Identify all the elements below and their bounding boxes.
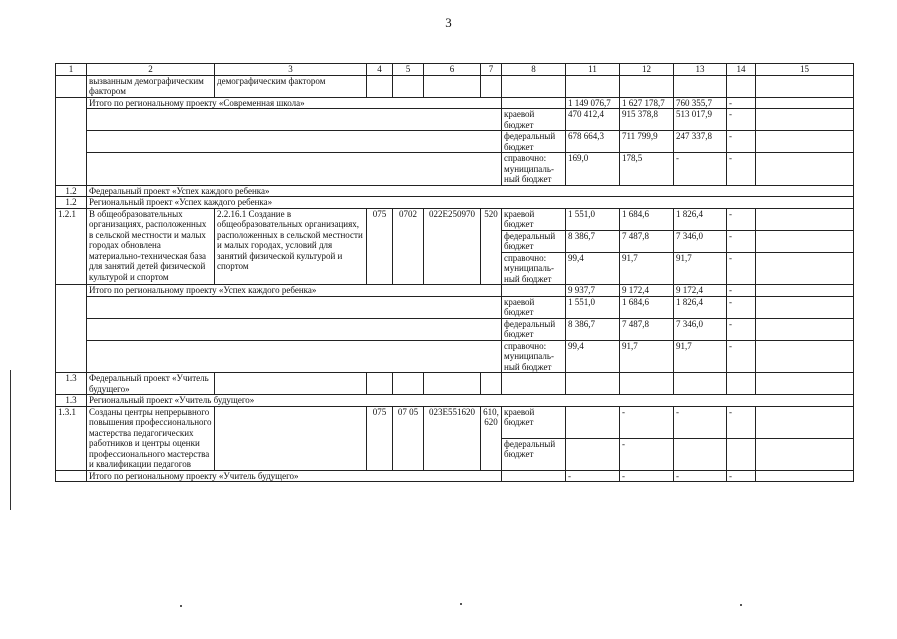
project-title: Региональный проект «Успех каждого ребенка» <box>87 197 854 209</box>
table-cell: - <box>727 97 756 109</box>
row-number: 1.2 <box>56 197 87 209</box>
table-cell: 678 664,3 <box>566 131 620 153</box>
table-cell: 1.3.1 <box>56 406 87 470</box>
table-cell: вызванным демографическим фактором <box>87 75 215 97</box>
table-cell <box>566 438 620 470</box>
table-cell: 1 684,6 <box>620 208 674 230</box>
row-number <box>56 470 87 482</box>
table-cell: - <box>674 470 727 482</box>
table-cell: - <box>620 406 674 438</box>
table-cell <box>56 75 87 97</box>
page-number: 3 <box>445 15 452 30</box>
table-cell: 1 627 178,7 <box>620 97 674 109</box>
total-row <box>56 340 854 373</box>
column-header: 8 <box>502 64 566 76</box>
table-cell: - <box>727 109 756 131</box>
table-cell: 99,4 <box>566 252 620 285</box>
table-cell: - <box>727 230 756 252</box>
table-cell: - <box>674 406 727 438</box>
table-cell: - <box>727 285 756 297</box>
column-header: 3 <box>215 64 367 76</box>
table-cell <box>502 470 566 482</box>
table-cell <box>502 75 566 97</box>
table-cell <box>756 318 854 340</box>
table-cell: федеральный бюджет <box>502 230 566 252</box>
table-cell <box>727 373 756 395</box>
table-cell: - <box>727 153 756 186</box>
table-cell <box>756 208 854 230</box>
table-cell: 7 487,8 <box>620 318 674 340</box>
total-label: Итого по региональному проекту «Учитель будущего» <box>87 470 502 482</box>
table-cell: федеральный бюджет <box>502 438 566 470</box>
table-cell: - <box>727 340 756 373</box>
table-cell: 1 149 076,7 <box>566 97 620 109</box>
table-row <box>56 373 854 395</box>
table-cell: 8 386,7 <box>566 318 620 340</box>
table-cell <box>566 406 620 438</box>
table-cell: 915 378,8 <box>620 109 674 131</box>
table-cell: - <box>727 208 756 230</box>
scan-dot <box>740 604 742 606</box>
table-cell <box>481 75 502 97</box>
row-number: 1.3 <box>56 395 87 407</box>
table-cell <box>756 153 854 186</box>
table-cell: 7 487,8 <box>620 230 674 252</box>
table-cell <box>756 252 854 285</box>
project-header-row <box>56 197 854 209</box>
table-cell <box>566 373 620 395</box>
table-cell: 07 05 <box>393 406 424 470</box>
blank-cell <box>87 131 502 153</box>
table-cell: 022E250970 <box>424 208 481 285</box>
total-label: Итого по региональному проекту «Успех каждого ребенка» <box>87 285 502 297</box>
blank-cell <box>87 296 502 318</box>
table-cell: 1 826,4 <box>674 208 727 230</box>
table-cell: - <box>674 153 727 186</box>
table-cell: 470 412,4 <box>566 109 620 131</box>
table-cell: 760 355,7 <box>674 97 727 109</box>
table-cell <box>756 230 854 252</box>
table-cell <box>756 470 854 482</box>
column-header: 4 <box>367 64 393 76</box>
table-cell: Созданы центры непрерывного повышения профессионального мастерства педагогических работников и центры оценки профессионального мастерства и квалификации педагогов <box>87 406 215 470</box>
project-header-row <box>56 185 854 197</box>
table-cell: 610, 620 <box>481 406 502 470</box>
table-cell <box>756 109 854 131</box>
table-cell: 1 826,4 <box>674 296 727 318</box>
item-row <box>56 208 854 230</box>
table-cell <box>393 373 424 395</box>
total-row <box>56 285 854 297</box>
table-cell: 9 937,7 <box>566 285 620 297</box>
total-row <box>56 97 854 109</box>
table-cell: 023E551620 <box>424 406 481 470</box>
table-cell <box>424 373 481 395</box>
column-header: 15 <box>756 64 854 76</box>
row-number <box>56 97 87 185</box>
table-cell: 178,5 <box>620 153 674 186</box>
table-cell: - <box>566 470 620 482</box>
table-cell <box>502 373 566 395</box>
table-cell <box>674 438 727 470</box>
table-cell: 9 172,4 <box>674 285 727 297</box>
blank-cell <box>87 318 502 340</box>
table-cell: 247 337,8 <box>674 131 727 153</box>
row-number: 1.2 <box>56 185 87 197</box>
table-cell <box>393 75 424 97</box>
table-cell: - <box>727 252 756 285</box>
table-cell: Федеральный проект «Учитель будущего» <box>87 373 215 395</box>
column-header: 12 <box>620 64 674 76</box>
table-cell: 91,7 <box>674 252 727 285</box>
table-cell <box>566 75 620 97</box>
table-cell: 1 551,0 <box>566 208 620 230</box>
table-cell: 7 346,0 <box>674 318 727 340</box>
scan-edge-mark <box>10 370 11 510</box>
table-cell: - <box>727 470 756 482</box>
table-cell: 1 684,6 <box>620 296 674 318</box>
table-cell <box>674 373 727 395</box>
table-cell <box>756 75 854 97</box>
table-cell <box>756 406 854 438</box>
table-cell: 711 799,9 <box>620 131 674 153</box>
table-cell: федеральный бюджет <box>502 131 566 153</box>
table-cell <box>756 340 854 373</box>
total-label: Итого по региональному проекту «Современная школа» <box>87 97 502 109</box>
scan-dot <box>180 605 182 607</box>
table-cell: краевой бюджет <box>502 208 566 230</box>
column-header: 11 <box>566 64 620 76</box>
table-cell: 1.2.1 <box>56 208 87 285</box>
table-cell: 7 346,0 <box>674 230 727 252</box>
table-cell <box>215 406 367 470</box>
table-cell <box>756 296 854 318</box>
table-cell <box>620 373 674 395</box>
table-cell <box>367 373 393 395</box>
table-cell <box>674 75 727 97</box>
blank-cell <box>87 109 502 131</box>
table-cell <box>502 97 566 109</box>
table-cell <box>756 285 854 297</box>
table-cell <box>756 97 854 109</box>
table-cell: 8 386,7 <box>566 230 620 252</box>
table-cell <box>756 131 854 153</box>
table-cell: - <box>727 131 756 153</box>
table-cell: краевой бюджет <box>502 296 566 318</box>
total-row <box>56 318 854 340</box>
table-cell <box>756 373 854 395</box>
table-cell: 91,7 <box>620 252 674 285</box>
table-cell <box>756 438 854 470</box>
table-cell: - <box>620 438 674 470</box>
item-row <box>56 406 854 438</box>
column-header: 7 <box>481 64 502 76</box>
column-header: 2 <box>87 64 215 76</box>
table-row <box>56 75 854 97</box>
budget-table <box>55 63 854 482</box>
total-row <box>56 296 854 318</box>
total-row <box>56 109 854 131</box>
table-cell <box>424 75 481 97</box>
table-cell: - <box>727 318 756 340</box>
project-title: Федеральный проект «Успех каждого ребенка» <box>87 185 854 197</box>
table-cell: 1 551,0 <box>566 296 620 318</box>
table-cell: В общеобразовательных организациях, расположенных в сельской местности и малых городах обновлена материально-техническая база для занятий детей физической культурой и спортом <box>87 208 215 285</box>
blank-cell <box>87 153 502 186</box>
table-cell: 9 172,4 <box>620 285 674 297</box>
column-header: 1 <box>56 64 87 76</box>
table-cell: 0702 <box>393 208 424 285</box>
table-cell <box>215 373 367 395</box>
table-cell: 91,7 <box>674 340 727 373</box>
total-row <box>56 153 854 186</box>
project-header-row <box>56 395 854 407</box>
table-cell: 513 017,9 <box>674 109 727 131</box>
table-cell <box>620 75 674 97</box>
column-header: 6 <box>424 64 481 76</box>
total-row <box>56 470 854 482</box>
table-cell: 075 <box>367 208 393 285</box>
blank-cell <box>87 340 502 373</box>
table-cell: федеральный бюджет <box>502 318 566 340</box>
table-cell: справочно: муниципаль-ный бюджет <box>502 340 566 373</box>
table-cell: 1.3 <box>56 373 87 395</box>
table-cell: краевой бюджет <box>502 109 566 131</box>
column-header: 14 <box>727 64 756 76</box>
table-cell: - <box>620 470 674 482</box>
table-cell: краевой бюджет <box>502 406 566 438</box>
project-title: Региональный проект «Учитель будущего» <box>87 395 854 407</box>
table-cell: 91,7 <box>620 340 674 373</box>
table-cell: - <box>727 296 756 318</box>
table-cell: справочно: муниципаль-ный бюджет <box>502 153 566 186</box>
column-header: 13 <box>674 64 727 76</box>
total-row <box>56 131 854 153</box>
table-cell: справочно: муниципаль-ный бюджет <box>502 252 566 285</box>
table-cell: - <box>727 406 756 438</box>
scan-dot <box>460 603 462 605</box>
table-cell: демографическим фактором <box>215 75 367 97</box>
table-cell <box>727 438 756 470</box>
table-cell <box>367 75 393 97</box>
table-cell: 2.2.16.1 Создание в общеобразовательных организациях, расположенных в сельской местности и малых городах, условий для занятий физической культурой и спортом <box>215 208 367 285</box>
table-cell: 075 <box>367 406 393 470</box>
table-cell: 169,0 <box>566 153 620 186</box>
row-number <box>56 285 87 373</box>
table-cell <box>502 285 566 297</box>
table-cell: 520 <box>481 208 502 285</box>
table-cell <box>481 373 502 395</box>
column-header: 5 <box>393 64 424 76</box>
table-cell: 99,4 <box>566 340 620 373</box>
table-header-row <box>56 64 854 76</box>
table-cell <box>727 75 756 97</box>
